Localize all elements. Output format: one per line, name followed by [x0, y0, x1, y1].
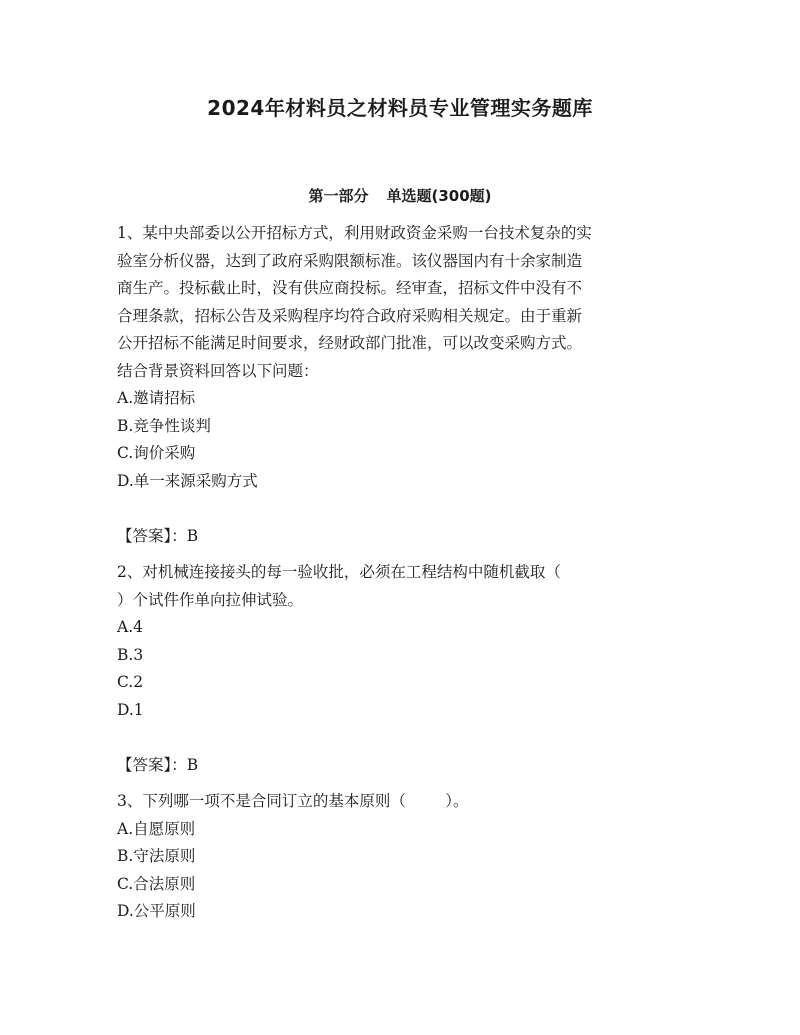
section-name: 单选题(300题) — [386, 187, 492, 205]
question-1-option-b: B.竞争性谈判 — [117, 416, 211, 435]
question-2-option-c: C.2 — [117, 673, 144, 691]
question-2-option-b: B.3 — [117, 645, 144, 664]
question-1-option-d: D.单一来源采购方式 — [117, 471, 258, 490]
question-2-line: 2、对机械连接接头的每一验收批，必须在工程结构中随机截取（ — [117, 563, 561, 581]
section-heading — [0, 185, 800, 206]
question-1-line: 结合背景资料回答以下问题： — [117, 361, 319, 380]
question-2-line: ）个试件作单向拉伸试验。 — [117, 590, 304, 609]
question-1-line: 商生产。投标截止时，没有供应商投标。经审查，招标文件中没有不 — [117, 279, 583, 297]
question-2-option-a: A.4 — [117, 618, 143, 636]
question-1-line: 1、某中央部委以公开招标方式，利用财政资金采购一台技术复杂的实 — [117, 224, 592, 242]
question-3-option-d: D.公平原则 — [117, 902, 196, 920]
question-3-option-a: A.自愿原则 — [117, 819, 196, 838]
question-2-answer: 【答案】：B — [117, 755, 199, 774]
question-list — [117, 220, 687, 926]
question-3-option-b: B.守法原则 — [117, 847, 196, 865]
question-1-line: 合理条款，招标公告及采购程序均符合政府采购相关规定。由于重新 — [117, 306, 583, 325]
question-1-answer: 【答案】：B — [117, 526, 199, 545]
question-3-line: 3、下列哪一项不是合同订立的基本原则（ ）。 — [117, 792, 469, 810]
question-2-option-d: D.1 — [117, 700, 144, 719]
question-1-option-a: A.邀请招标 — [117, 389, 196, 407]
section-part: 第一部分 — [308, 187, 369, 205]
question-3-option-c: C.合法原则 — [117, 874, 196, 893]
question-3 — [117, 788, 687, 926]
question-1-line: 公开招标不能满足时间要求，经财政部门批准，可以改变采购方式。 — [117, 334, 583, 352]
question-1 — [117, 220, 687, 550]
question-1-option-c: C.询价采购 — [117, 444, 196, 462]
question-2 — [117, 559, 687, 779]
question-1-line: 验室分析仪器，达到了政府采购限额标准。该仪器国内有十余家制造 — [117, 251, 583, 270]
document-title: 2024年材料员之材料员专业管理实务题库 — [207, 96, 593, 120]
